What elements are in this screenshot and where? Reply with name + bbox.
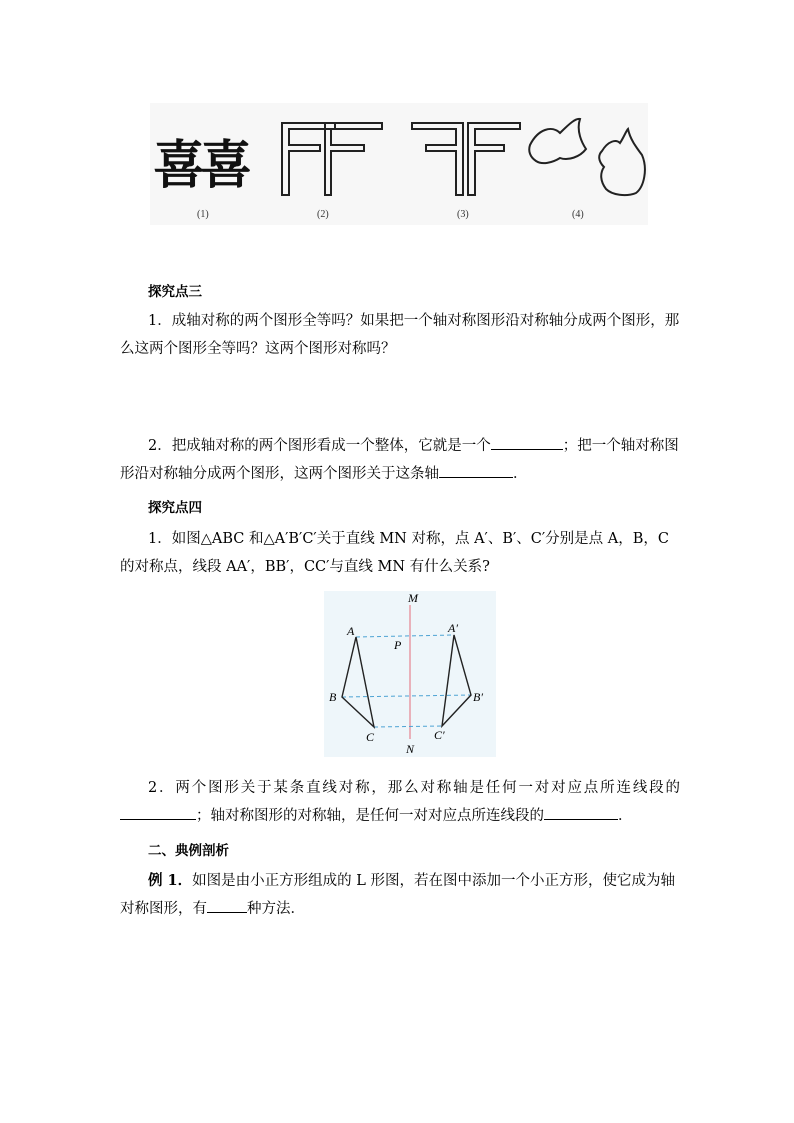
section3-q1 (120, 307, 680, 363)
example-1 (120, 867, 680, 923)
label-b-prime: B′ (473, 690, 483, 704)
label-p: P (394, 638, 402, 652)
label-c-prime: C′ (434, 728, 445, 742)
label-a: A (347, 624, 355, 638)
section4-q1 (120, 525, 680, 581)
triangle-symmetry-figure (324, 591, 496, 757)
section4-blank-2[interactable] (544, 805, 618, 820)
example-1-text-2: 种方法． (247, 901, 305, 917)
segment-bb1 (342, 695, 471, 697)
xi-char-left: 喜 (153, 136, 206, 196)
section4-q2-end: ． (618, 808, 633, 824)
section4-heading: 探究点四 (148, 500, 202, 516)
section3-q2-part1: 2．把成轴对称的两个图形看成一个整体，它就是一个 (148, 438, 491, 454)
label-m: M (408, 591, 418, 605)
section3-q2 (120, 432, 680, 488)
example-1-label: 例 1． (148, 872, 193, 889)
section3-q2-end: ． (513, 466, 528, 482)
label-n: N (406, 742, 415, 756)
section4-q2-part1: 2．两个图形关于某条直线对称，那么对称轴是任何一对对应点所连线段的 (148, 780, 680, 796)
symmetry-figure-1-svg (150, 103, 648, 225)
caption-1: (1) (197, 209, 209, 220)
section3-blank-2[interactable] (439, 463, 513, 478)
segment-aa1 (356, 635, 454, 637)
label-b: B (329, 690, 337, 704)
triangle-symmetry-svg (324, 591, 496, 757)
example-1-blank[interactable] (207, 898, 247, 913)
caption-3: (3) (457, 209, 469, 220)
section4-q2-part2: ；轴对称图形的对称轴，是任何一对对应点所连线段的 (196, 808, 544, 824)
triangle-abc (342, 637, 374, 727)
caption-4: (4) (572, 209, 584, 220)
examples-heading: 二、典例剖析 (148, 843, 229, 859)
triangle-a1b1c1 (442, 635, 471, 726)
xi-char-right: 喜 (200, 136, 253, 196)
label-a-prime: A′ (448, 621, 458, 635)
section4-q2 (120, 774, 680, 830)
label-c: C (366, 730, 375, 744)
segment-cc1 (374, 726, 442, 727)
section3-heading: 探究点三 (148, 284, 202, 300)
caption-2: (2) (317, 209, 329, 220)
section3-q2-part2: ；把一个轴对称图形沿对称轴分成两个图形，这两个图形关于这条轴 (120, 438, 679, 482)
section3-q1-text: 1．成轴对称的两个图形全等吗？如果把一个轴对称图形沿对称轴分成两个图形，那么这两个图形全等吗？这两个图形对称吗？ (120, 313, 680, 357)
section4-blank-1[interactable] (120, 805, 196, 820)
section4-q1-text: 1．如图△ABC 和△A′B′C′关于直线 MN 对称，点 A′、B′、C′分别是点 A，B，C 的对称点，线段 AA′，BB′，CC′与直线 MN 有什么关系? (120, 531, 670, 575)
section3-blank-1[interactable] (491, 435, 563, 450)
example-1-text-1: 如图是由小正方形组成的 L 形图，若在图中添加一个小正方形，使它成为轴对称图形，有 (120, 873, 675, 917)
symmetry-figure-1 (150, 103, 648, 225)
